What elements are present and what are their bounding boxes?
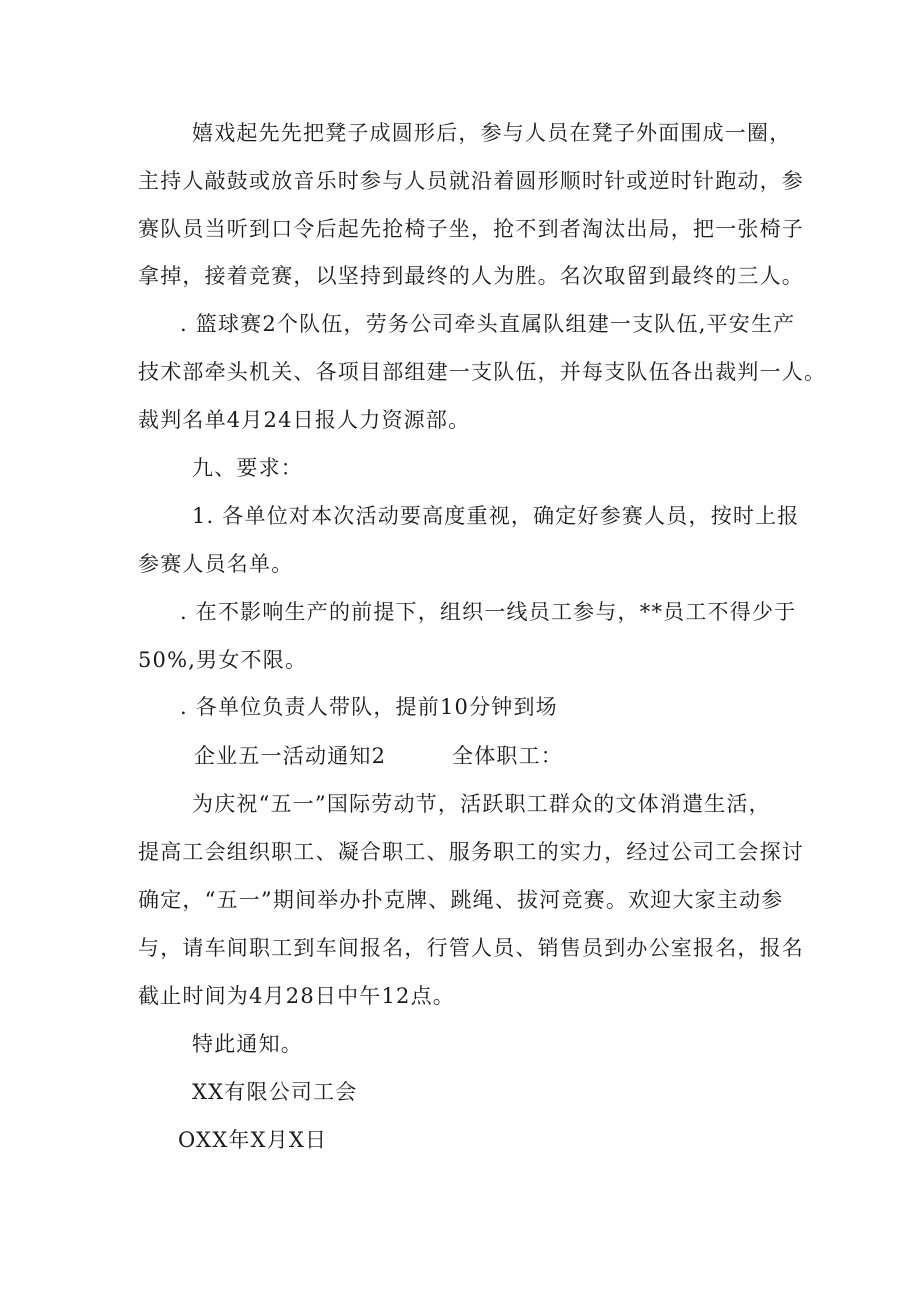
text-line: . 篮球赛2个队伍，劳务公司牵头直属队组建一支队伍,平安生产 bbox=[180, 312, 796, 336]
text-line: 1. 各单位对本次活动要高度重视，确定好参赛人员，按时上报 bbox=[192, 504, 800, 528]
date: OXX年X月X日 bbox=[178, 1128, 328, 1152]
text-line: 嬉戏起先先把凳子成圆形后，参与人员在凳子外面围成一圈， bbox=[192, 121, 792, 145]
text-line: 确定，“五一”期间举办扑克牌、跳绳、拔河竞赛。欢迎大家主动参 bbox=[138, 888, 784, 912]
notice-salutation: 全体职工： bbox=[452, 744, 563, 768]
text-line: 技术部牵头机关、各项目部组建一支队伍，并每支队伍各出裁判一人。 bbox=[138, 360, 827, 384]
text-line: 为庆祝“五一”国际劳动节，活跃职工群众的文体消遣生活， bbox=[192, 792, 771, 816]
text-line: 50%,男女不限。 bbox=[138, 648, 308, 672]
text-line: . 各单位负责人带队，提前10分钟到场 bbox=[180, 695, 558, 719]
notice-title: 企业五一活动通知2 bbox=[194, 744, 387, 768]
text-line: 赛队员当听到口令后起先抢椅子坐，抢不到者淘汰出局，把一张椅子 bbox=[138, 217, 804, 241]
section-heading: 九、要求： bbox=[192, 456, 303, 480]
text-line: 裁判名单4月24日报人力资源部。 bbox=[138, 408, 471, 432]
text-line: 与，请车间职工到车间报名，行管人员、销售员到办公室报名，报名 bbox=[138, 936, 804, 960]
text-line: 主持人敲鼓或放音乐时参与人员就沿着圆形顺时针或逆时针跑动，参 bbox=[138, 169, 804, 193]
text-line: 截止时间为4月28日中午12点。 bbox=[138, 984, 456, 1008]
signature: XX有限公司工会 bbox=[192, 1080, 358, 1104]
text-line: 参赛人员名单。 bbox=[138, 552, 294, 576]
closing-text: 特此通知。 bbox=[192, 1032, 303, 1056]
text-line: 提高工会组织职工、凝合职工、服务职工的实力，经过公司工会探讨 bbox=[138, 840, 804, 864]
text-line: 拿掉，接着竞赛，以坚持到最终的人为胜。名次取留到最终的三人。 bbox=[138, 264, 804, 288]
text-line: . 在不影响生产的前提下，组织一线员工参与，**员工不得少于 bbox=[180, 600, 797, 624]
